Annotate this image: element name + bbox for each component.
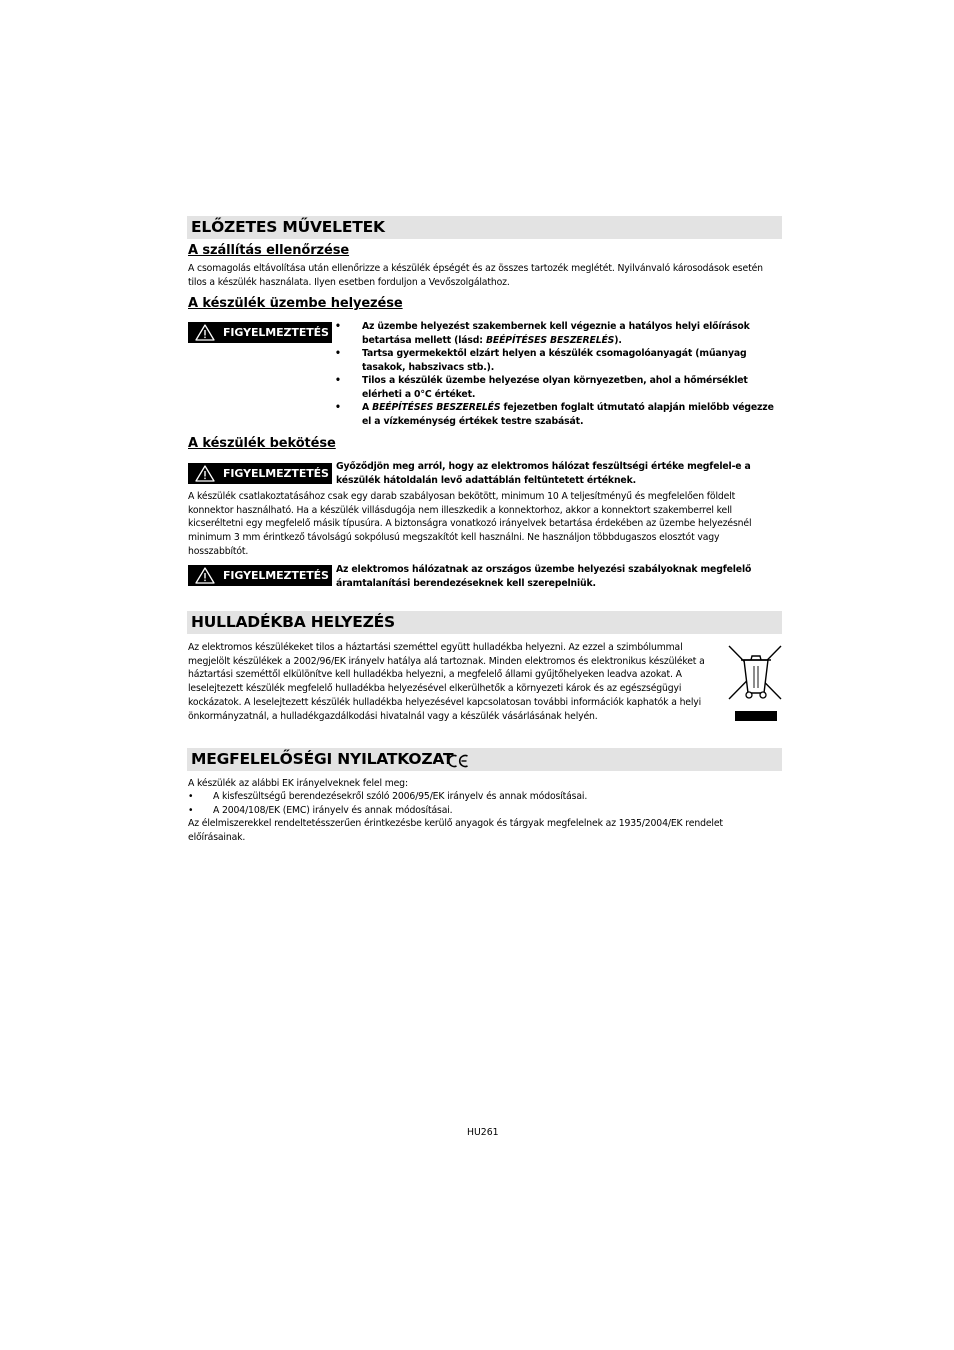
uzembe-bullet-list — [335, 320, 782, 428]
list-item — [335, 320, 782, 347]
warning-badge-aramtalanitas — [188, 565, 332, 586]
bullet-text-end: ). — [614, 334, 622, 346]
paragraph-megfelelosegi: Az élelmiszerekkel rendeltetésszerűen érintkezésbe kerülő anyagok és tárgyak megfelelnek az 1935/2004/EK rendelet előírásainak. — [188, 818, 723, 843]
warning-triangle-icon — [195, 465, 215, 482]
bullet-dot: • — [188, 791, 194, 802]
subheading-bekotes: A készülék bekötése — [188, 436, 336, 451]
subheading-uzembe: A készülék üzembe helyezése — [188, 296, 403, 311]
warning-triangle-icon — [195, 567, 215, 584]
directive-list — [188, 790, 782, 817]
paragraph-bekotes: A készülék csatlakoztatásához csak egy darab szabályosan bekötött, minimum 10 A teljesítményű és megfelelően földelt konnektor használható. Ha a készülék villásdugója nem illeszkedik a konnektorhoz, akkor a konnektort szakemberrel kell kicseréltetni egy megfelelő másik típusúra. A biztonságra vonatkozó irányelvek betartása érdekében az üzembe helyezésnél minimum 3 mm érintkező távolságú sokpólusú megszakítót kell használni. Ne használjon többdugaszos elosztót vagy hosszabbítót. — [188, 491, 752, 557]
bullet-text: A 2004/108/EK (EMC) irányelv és annak módosításai. — [213, 804, 453, 816]
bullet-text: A — [362, 402, 373, 413]
paragraph-megfelelosegi-intro: A készülék az alábbi EK irányelveknek felel meg: — [188, 778, 408, 789]
warning-text-bekotes: Győződjön meg arról, hogy az elektromos hálózat feszültségi értéke megfelel-e a készülék hátoldalán levő adattáblán feltüntetett értéknek. — [336, 461, 751, 486]
list-item — [335, 374, 782, 401]
bullet-text: Tilos a készülék üzembe helyezése olyan környezetben, ahol a hőmérséklet elérheti a 0°C értéket. — [362, 375, 748, 400]
bullet-dot: • — [188, 804, 194, 816]
bullet-dot: • — [335, 348, 341, 359]
warning-label: FIGYELMEZTETÉS — [223, 326, 329, 339]
subheading-szallitas: A szállítás ellenőrzése — [188, 243, 350, 258]
page-number: HU261 — [467, 1127, 499, 1138]
bullet-text-end: fejezetben foglalt útmutató alapján mielőbb végezze el a vízkeménység értékek testre szabását. — [362, 402, 774, 427]
bullet-dot: • — [335, 321, 341, 332]
section-title-elozetes: ELŐZETES MŰVELETEK — [187, 216, 782, 239]
section-title-megfelelosegi: MEGFELELŐSÉGI NYILATKOZAT — [187, 748, 782, 771]
warning-label: FIGYELMEZTETÉS — [223, 467, 329, 480]
bullet-text: Tartsa gyermekektől elzárt helyen a készülék csomagolóanyagát (műanyag tasakok, habszivacs stb.). — [362, 348, 747, 373]
bullet-italic: BEÉPÍTÉSES BESZERELÉS — [485, 334, 615, 346]
bullet-text: Az üzembe helyezést szakembernek kell végeznie a hatályos helyi előírások betartása mellett (lásd: — [362, 321, 750, 346]
warning-triangle-icon — [195, 324, 215, 341]
bullet-italic: BEÉPÍTÉSES BESZERELÉS — [372, 402, 501, 413]
warning-badge-uzembe — [188, 322, 332, 343]
list-item — [188, 804, 782, 818]
list-item — [335, 347, 782, 374]
warning-badge-bekotes — [188, 463, 332, 484]
section-title-hulladek: HULLADÉKBA HELYEZÉS — [187, 611, 782, 634]
crossed-bin-icon — [728, 645, 782, 723]
bullet-dot: • — [335, 402, 341, 413]
bullet-text: A kisfeszültségű berendezésekről szóló 2006/95/EK irányelv és annak módosításai. — [213, 791, 588, 802]
paragraph-hulladek: Az elektromos készülékeket tilos a háztartási szeméttel együtt hulladékba helyezni. Az ezzel a szimbólummal megjelölt készülékek a 2002/96/EK irányelv hatálya alá tartoznak. Minden elektromos és elektronikus készüléket a háztartási szeméttől elkülönítve kell hulladékba helyezni, a megfelelő állami gyűjtőhelyeken leadva azokat. A leselejtezett készülék megfelelő hulladékba helyezésével elkerülhetők a környezeti károk és az egészségügyi kockázatok. A leselejtezett készülék hulladékba helyezésével kapcsolatosan további információk kaphatók a helyi önkormányzatnál, a hulladékgazdálkodási hivatalnál vagy a készülék vásárlásának helyén. — [188, 642, 705, 722]
ce-mark-icon — [447, 754, 469, 768]
bullet-dot: • — [335, 375, 341, 386]
list-item — [335, 401, 782, 428]
warning-text-aramtalanitas: Az elektromos hálózatnak az országos üzembe helyezési szabályoknak megfelelő áramtalanítási berendezéseknek kell szerepelniük. — [336, 564, 752, 589]
warning-label: FIGYELMEZTETÉS — [223, 569, 329, 582]
paragraph-szallitas: A csomagolás eltávolítása után ellenőrizze a készülék épségét és az összes tartozék meglétét. Nyilvánvaló károsodások esetén tilos a készülék használata. Ilyen esetben forduljon a Vevőszolgálathoz. — [188, 263, 763, 288]
list-item — [188, 790, 782, 804]
